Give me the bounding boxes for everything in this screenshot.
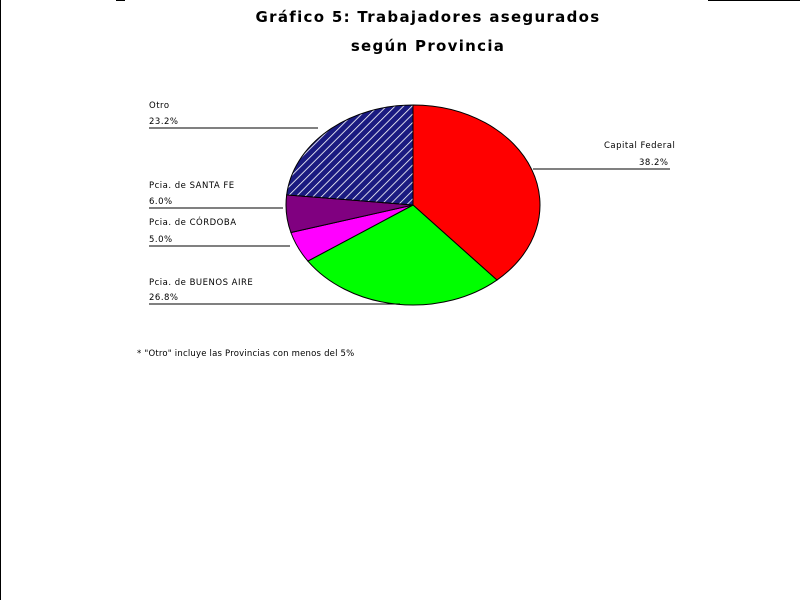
slice-label-5: Otro [149, 101, 170, 111]
slice-value-3: 5.0% [149, 235, 173, 245]
chart-subtitle: según Provincia [350, 37, 506, 55]
slice-value-2: 26.8% [149, 293, 179, 303]
slice-label-3: Pcia. de CÓRDOBA [149, 218, 237, 228]
slice-value-1: 38.2% [639, 158, 669, 168]
chart-title: Gráfico 5: Trabajadores asegurados [255, 8, 601, 26]
slice-value-4: 6.0% [149, 197, 173, 207]
slice-label-4: Pcia. de SANTA FE [149, 181, 235, 191]
footnote: * "Otro" incluye las Provincias con menos del 5% [137, 349, 355, 359]
pie-slice-5 [287, 105, 413, 205]
slice-label-2: Pcia. de BUENOS AIRE [149, 278, 254, 288]
slice-value-5: 23.2% [149, 117, 179, 127]
slice-label-1: Capital Federal [604, 141, 676, 151]
